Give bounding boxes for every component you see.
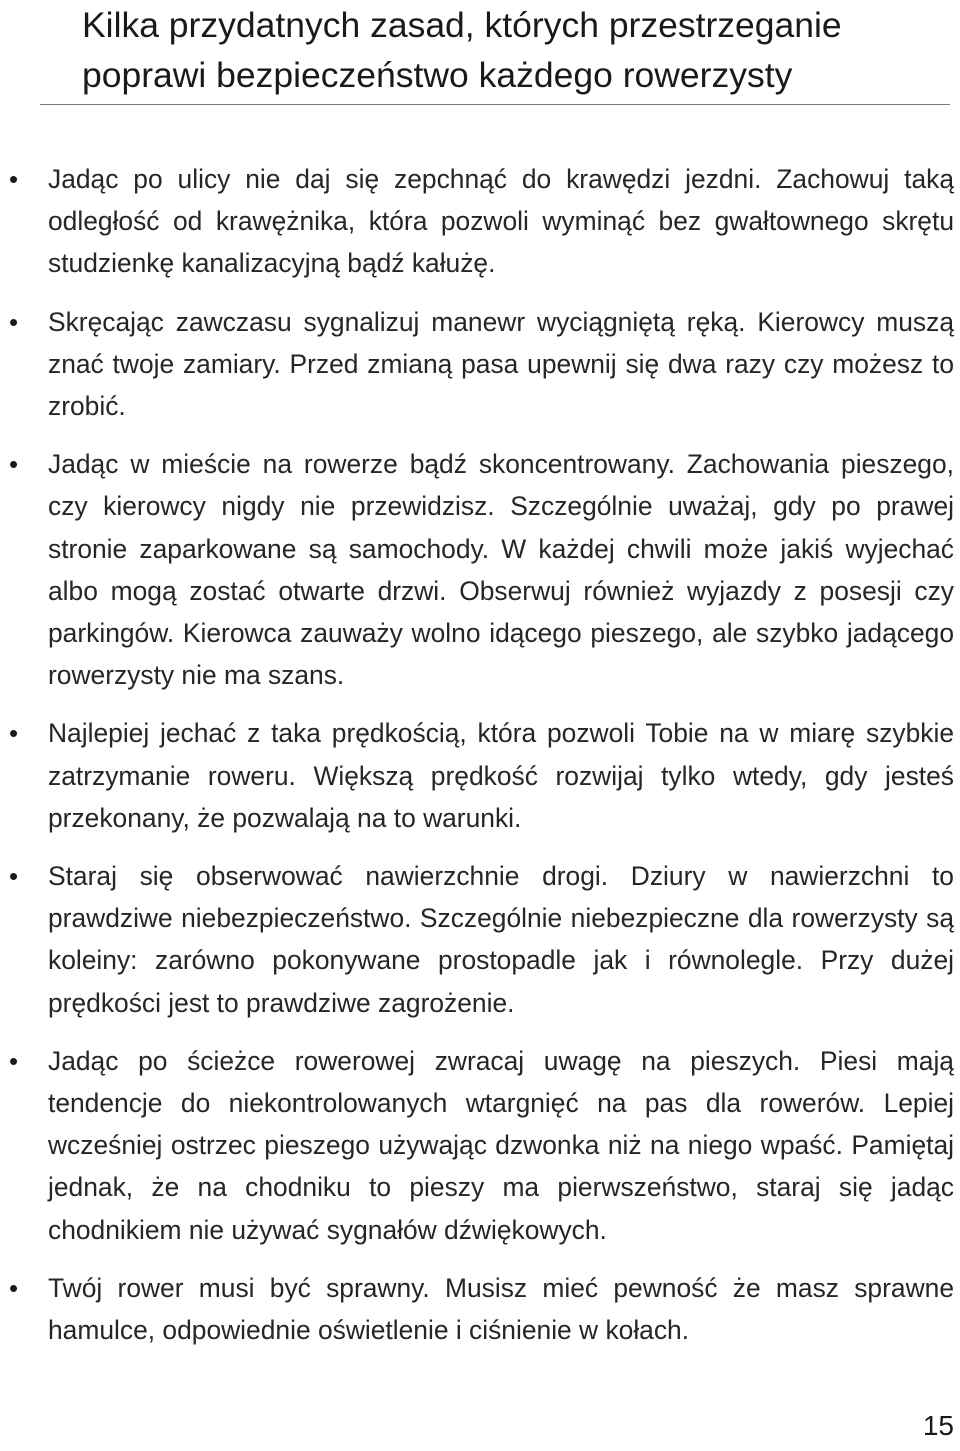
list-item (0, 1040, 960, 1251)
page-number: 15 (922, 1410, 954, 1441)
bullet-icon: • (9, 1272, 19, 1303)
safety-tips-list (0, 158, 960, 1367)
bullet-icon: • (9, 306, 19, 337)
bullet-icon: • (9, 449, 19, 480)
list-item (0, 158, 960, 285)
list-item (0, 855, 960, 1024)
tip-text: Skręcając zawczasu sygnalizuj manewr wyciągniętą ręką. Kierowcy muszą znać twoje zamiary. Przed zmianą pasa upewnij się dwa razy czy możesz to zrobić. (48, 306, 954, 422)
tip-text: Jadąc w mieście na rowerze bądź skoncentrowany. Zachowania pieszego, czy kierowcy nigdy nie przewidzisz. Szczególnie uważaj, gdy po prawej stronie zaparkowane są samochody. W każdej chwili może jakiś wyjechać albo mogą zostać otwarte drzwi. Obserwuj również wyjazdy z posesji czy parkingów. Kierowca zauważy wolno idącego pieszego, ale szybko jadącego rowerzysty nie ma szans. (48, 449, 954, 691)
bullet-icon: • (9, 718, 19, 749)
list-item (0, 1267, 960, 1351)
tip-text: Najlepiej jechać z taka prędkością, która pozwoli Tobie na w miarę szybkie zatrzymanie roweru. Większą prędkość rozwijaj tylko wtedy, gdy jesteś przekonany, że pozwalają na to warunki. (48, 718, 954, 833)
tip-text: Jadąc po ulicy nie daj się zepchnąć do krawędzi jezdni. Zachowuj taką odległość od krawężnika, która pozwoli wyminąć bez gwałtownego skrętu studzienkę kanalizacyjną bądź kałużę. (48, 164, 954, 279)
title-divider (40, 104, 950, 105)
list-item (0, 443, 960, 696)
tip-text: Jadąc po ścieżce rowerowej zwracaj uwagę na pieszych. Piesi mają tendencje do niekontrolowanych wtargnięć na pas dla rowerów. Lepiej wcześniej ostrzec pieszego używając dzwonka niż na niego wpaść. Pamiętaj jednak, że na chodniku to pieszy ma pierwszeństwo, staraj się jadąc chodnikiem nie używać sygnałów dźwiękowych. (48, 1045, 954, 1245)
list-item (0, 712, 960, 839)
bullet-icon: • (9, 861, 19, 892)
tip-text: Staraj się obserwować nawierzchnie drogi. Dziury w nawierzchni to prawdziwe niebezpieczeństwo. Szczególnie niebezpieczne dla rowerzysty są koleiny: zarówno pokonywane prostopadle jak i równolegle. Przy dużej prędkości jest to prawdziwe zagrożenie. (48, 861, 954, 1018)
bullet-icon: • (9, 164, 19, 194)
bullet-icon: • (9, 1045, 19, 1076)
tip-text: Twój rower musi być sprawny. Musisz mieć pewność że masz sprawne hamulce, odpowiednie oświetlenie i ciśnienie w kołach. (48, 1272, 954, 1346)
page-title: Kilka przydatnych zasad, których przestrzeganie poprawi bezpieczeństwo każdego rowerzysty (82, 5, 842, 95)
list-item (0, 301, 960, 428)
